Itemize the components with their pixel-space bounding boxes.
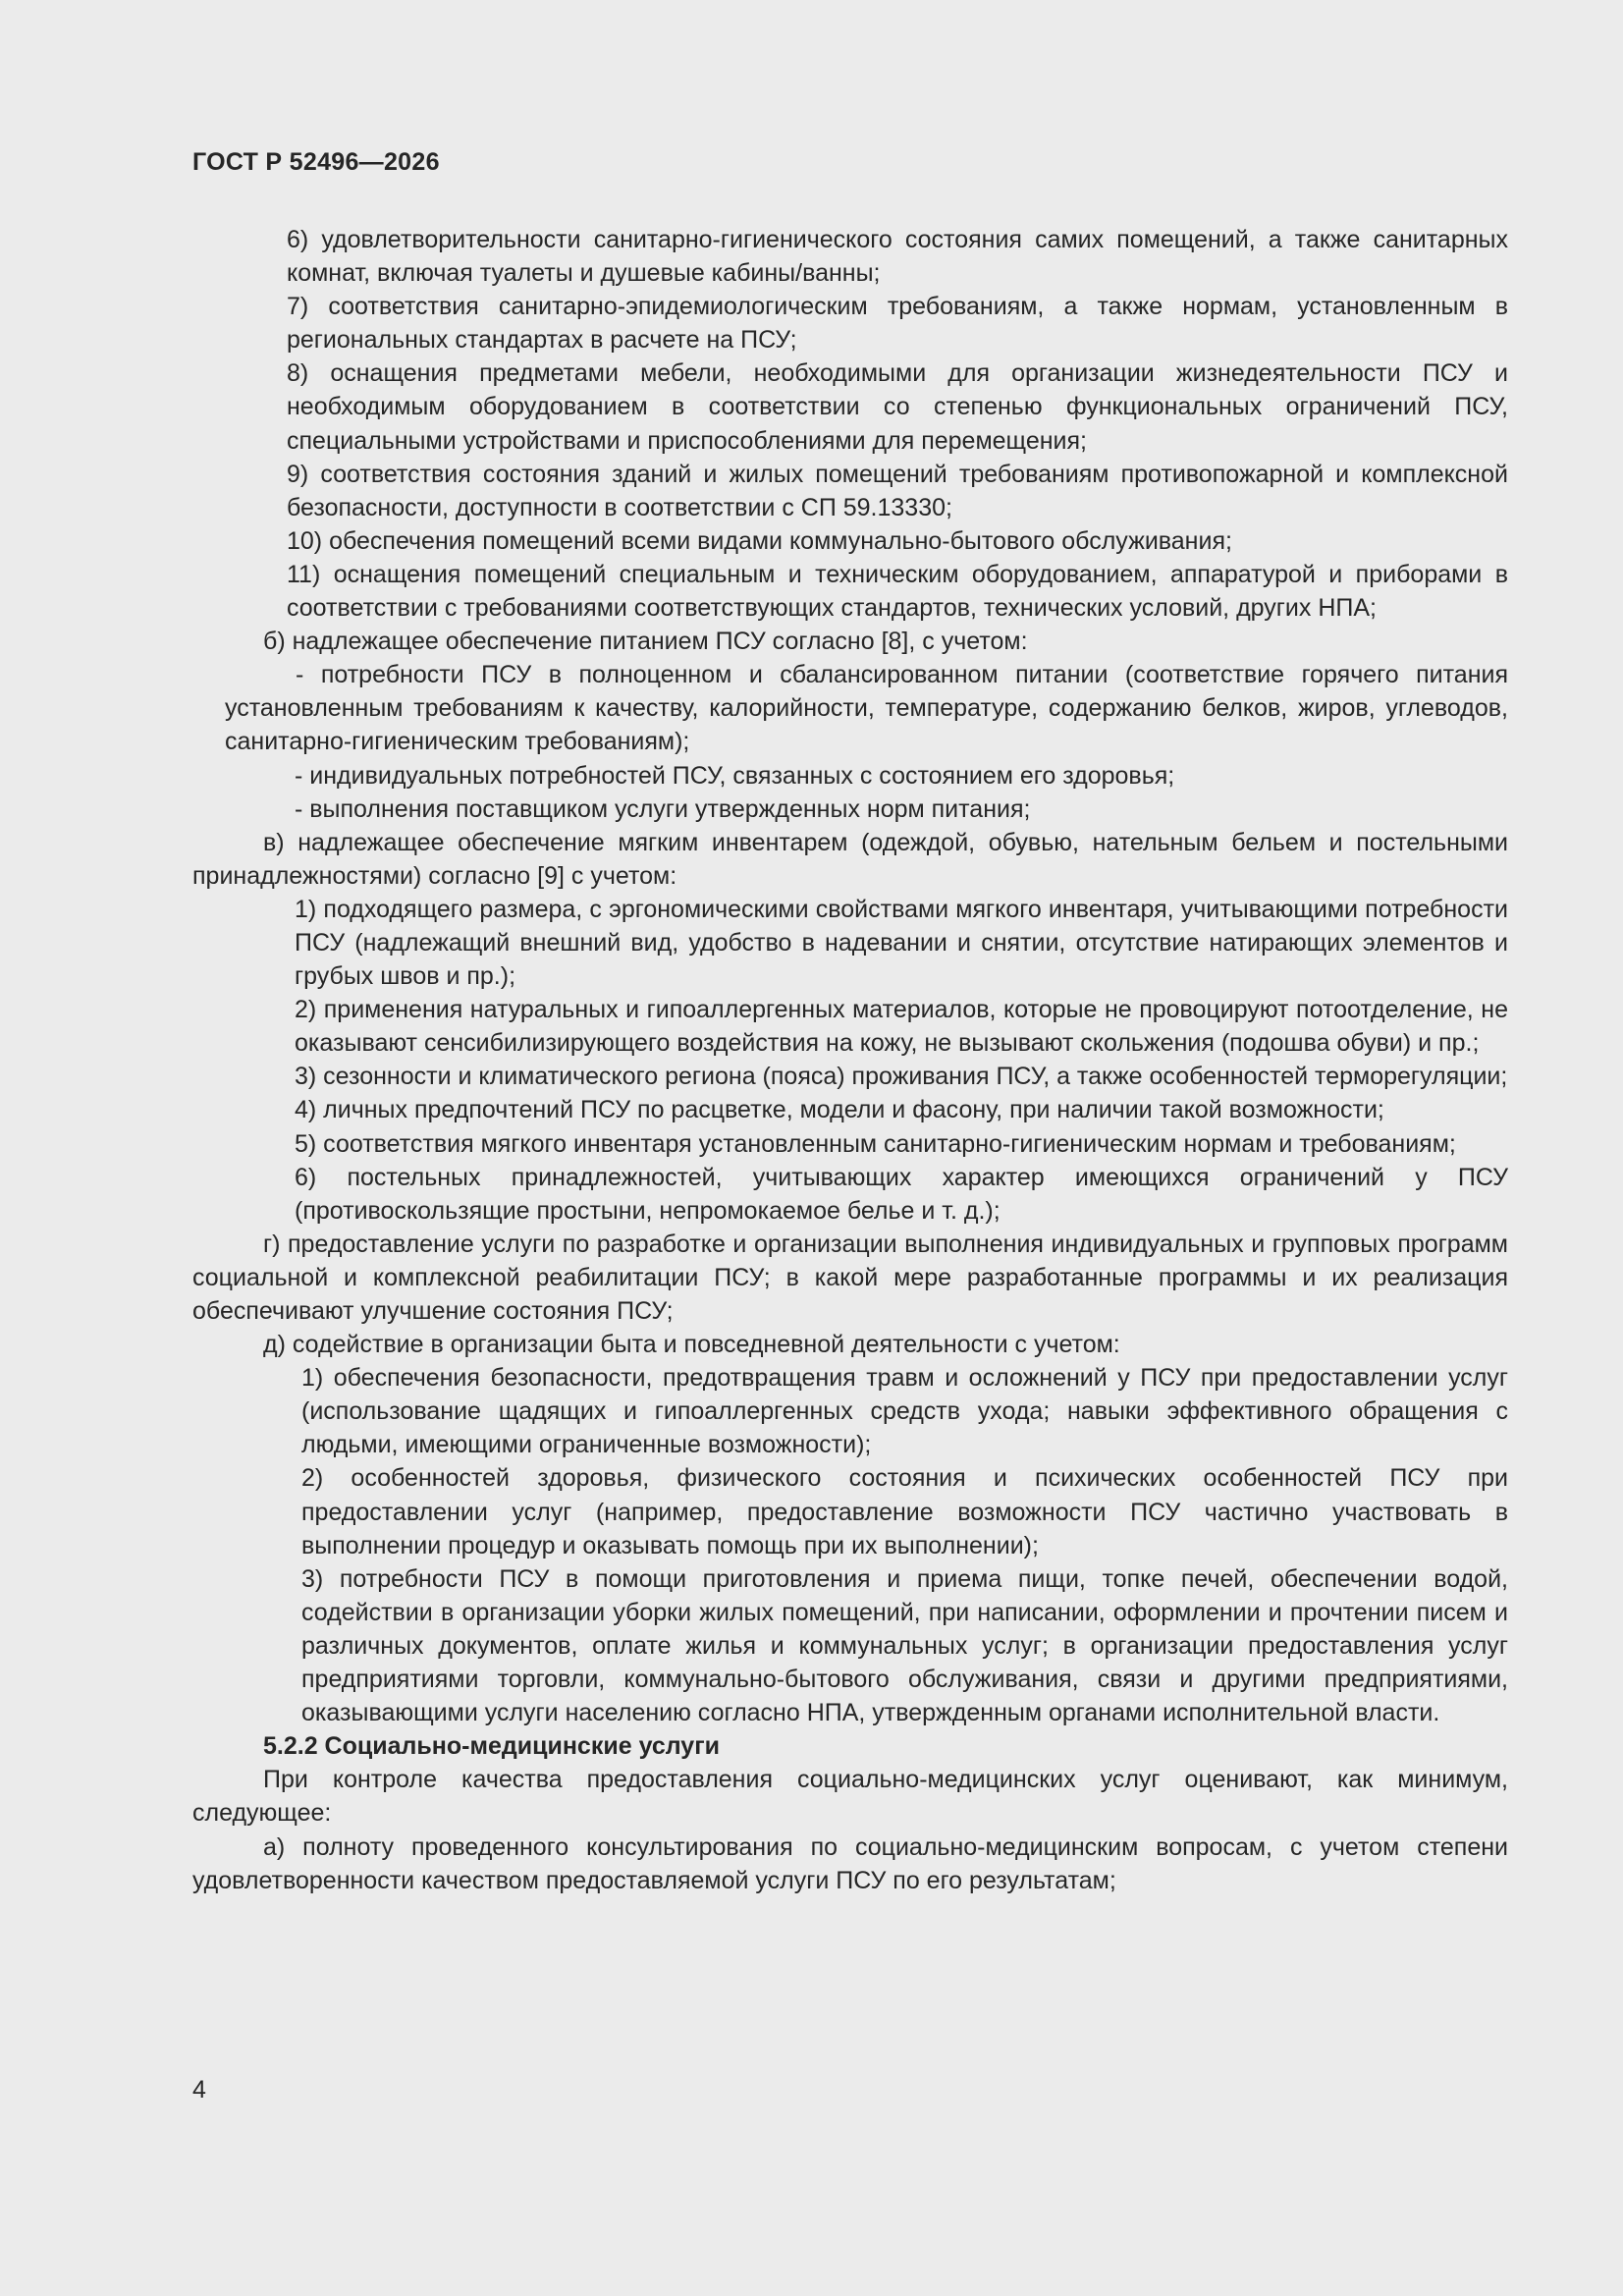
document-body [192,223,1508,1897]
list-item: - индивидуальных потребностей ПСУ, связанных с состоянием его здоровья; [295,761,1175,790]
list-item: 4) личных предпочтений ПСУ по расцветке, модели и фасону, при наличии такой возможности; [295,1096,1384,1124]
list-item: 6) постельных принадлежностей, учитывающих характер имеющихся ограничений у ПСУ (противоскользящие простыни, непромокаемое белье и т. д.); [295,1163,1508,1225]
list-item: 2) особенностей здоровья, физического состояния и психических особенностей ПСУ при предоставлении услуг (например, предоставление возможности ПСУ частично участвовать в выполнении процедур и оказывать помощь при их выполнении); [301,1464,1508,1559]
list-item: 3) потребности ПСУ в помощи приготовления и приема пищи, топке печей, обеспечении водой, содействии в организации уборки жилых помещений, при написании, оформлении и прочтении писем и различных документов, оплате жилья и коммунальных услуг; в организации предоставления услуг предприятиями торговли, коммунально-бытового обслуживания, связи и другими предприятиями, оказывающими услуги населению согласно НПА, утвержденным органами исполнительной власти. [301,1564,1508,1727]
list-item: - потребности ПСУ в полноценном и сбалансированном питании (соответствие горячего питания установленным требованиям к качеству, калорийности, температуре, содержанию белков, жиров, углеводов, санитарно-гигиеническим требованиям); [225,661,1508,756]
paragraph: г) предоставление услуги по разработке и организации выполнения индивидуальных и групповых программ социальной и комплексной реабилитации ПСУ; в какой мере разработанные программы и их реализация обеспечивают улучшение состояния ПСУ; [192,1230,1508,1325]
paragraph: в) надлежащее обеспечение мягким инвентарем (одеждой, обувью, нательным бельем и постельными принадлежностями) согласно [9] с учетом: [192,828,1508,890]
list-item: 10) обеспечения помещений всеми видами коммунально-бытового обслуживания; [287,526,1232,555]
list-item: 11) оснащения помещений специальным и техническим оборудованием, аппаратурой и приборами в соответствии с требованиями соответствующих стандартов, технических условий, других НПА; [287,560,1508,623]
paragraph: При контроле качества предоставления социально-медицинских услуг оценивают, как минимум, следующее: [192,1766,1508,1828]
list-item: 1) подходящего размера, с эргономическими свойствами мягкого инвентаря, учитывающими потребности ПСУ (надлежащий внешний вид, удобство в надевании и снятии, отсутствие натирающих элементов и грубых швов и пр.); [295,895,1508,991]
section-heading: 5.2.2 Социально-медицинские услуги [263,1732,720,1761]
paragraph: д) содействие в организации быта и повседневной деятельности с учетом: [263,1331,1120,1359]
list-item: 6) удовлетворительности санитарно-гигиенического состояния самих помещений, а также санитарных комнат, включая туалеты и душевые кабины/ванны; [287,226,1508,288]
list-item: 9) соответствия состояния зданий и жилых помещений требованиям противопожарной и комплексной безопасности, доступности в соответствии с СП 59.13330; [287,460,1508,521]
paragraph: б) надлежащее обеспечение питанием ПСУ согласно [8], с учетом: [263,628,1028,656]
document-header: ГОСТ Р 52496—2026 [192,148,440,176]
page-number: 4 [192,2076,206,2104]
list-item: 3) сезонности и климатического региона (пояса) проживания ПСУ, а также особенностей терморегуляции; [295,1063,1508,1091]
list-item: - выполнения поставщиком услуги утвержденных норм питания; [295,794,1031,823]
list-item: 5) соответствия мягкого инвентаря установленным санитарно-гигиеническим нормам и требованиям; [295,1129,1456,1158]
list-item: 8) оснащения предметами мебели, необходимыми для организации жизнедеятельности ПСУ и необходимым оборудованием в соответствии со степенью функциональных ограничений ПСУ, специальными устройствами и приспособлениями для перемещения; [287,359,1508,455]
list-item: 2) применения натуральных и гипоаллергенных материалов, которые не провоцируют потоотделение, не оказывают сенсибилизирующего воздействия на кожу, не вызывают скольжения (подошва обуви) и пр.; [295,996,1508,1058]
paragraph: а) полноту проведенного консультирования по социально-медицинским вопросам, с учетом степени удовлетворенности качеством предоставляемой услуги ПСУ по его результатам; [192,1832,1508,1894]
list-item: 1) обеспечения безопасности, предотвращения травм и осложнений у ПСУ при предоставлении услуг (использование щадящих и гипоаллергенных средств ухода; навыки эффективного обращения с людьми, имеющими ограниченные возможности); [301,1364,1508,1459]
list-item: 7) соответствия санитарно-эпидемиологическим требованиям, а также нормам, установленным в региональных стандартах в расчете на ПСУ; [287,293,1508,355]
